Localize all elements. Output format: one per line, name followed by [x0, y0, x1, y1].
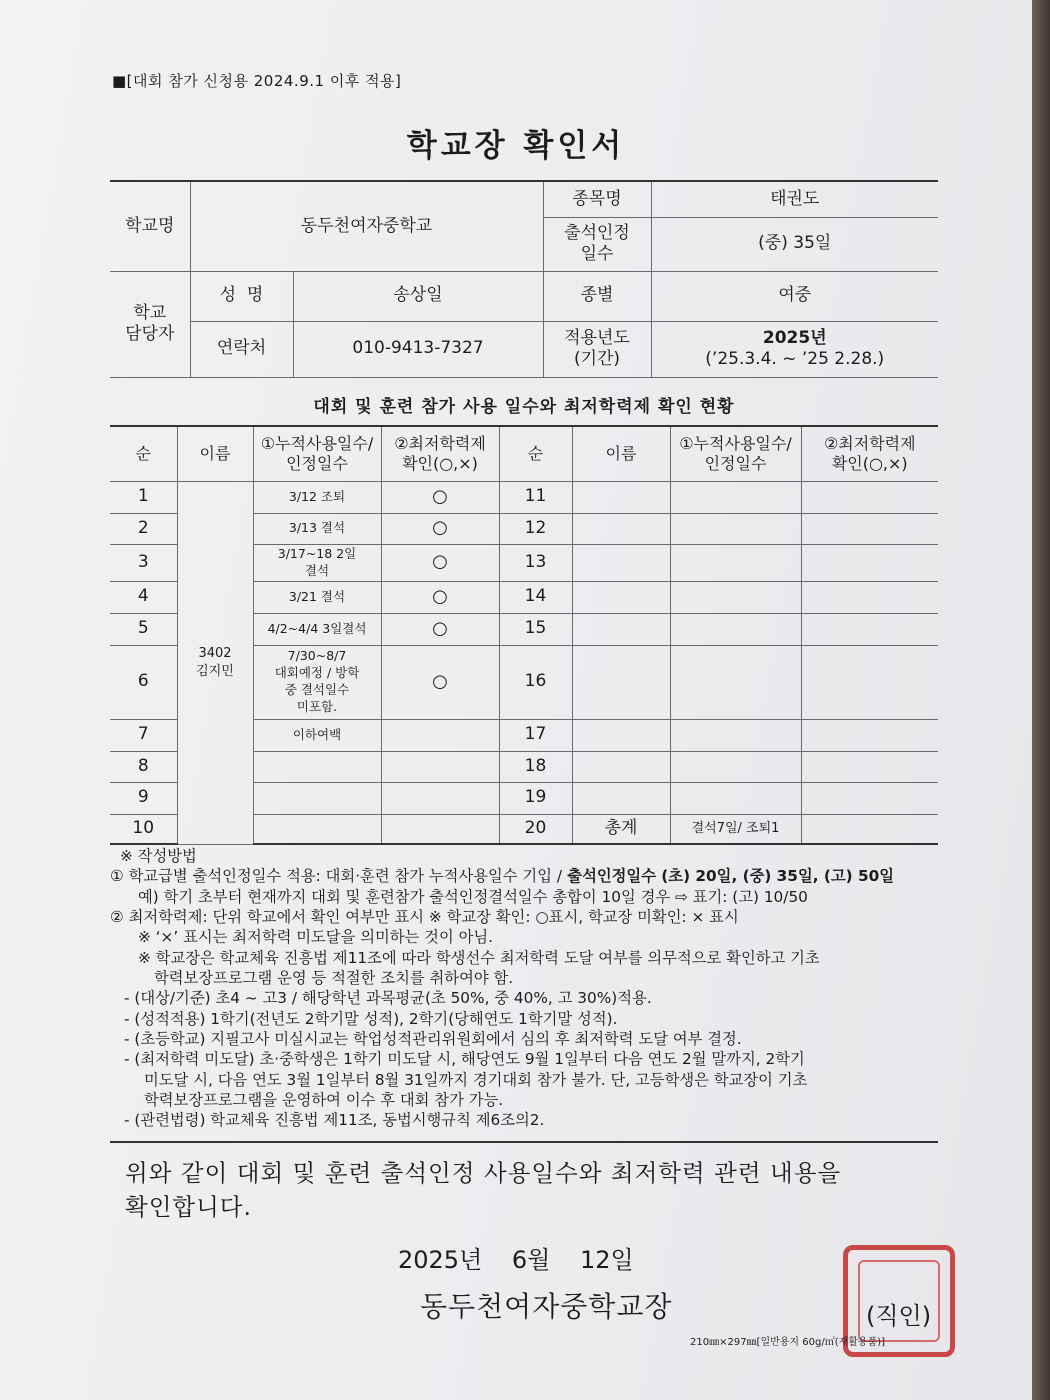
row-check-right [801, 719, 938, 751]
row-name-right [572, 544, 670, 581]
row-days-right [670, 581, 801, 613]
row-no-right: 19 [499, 782, 572, 814]
row-days: 3/17~18 2일 결석 [253, 544, 381, 581]
total-check [801, 814, 938, 844]
row-no-right: 15 [499, 613, 572, 645]
row-days-right [670, 544, 801, 581]
header-check-right: ②최저학력제 확인(○,×) [801, 426, 938, 481]
row-no: 9 [110, 782, 177, 814]
row-check-right [801, 581, 938, 613]
header-check-left: ②최저학력제 확인(○,×) [381, 426, 499, 481]
header-name-right: 이름 [572, 426, 670, 481]
student-name: 3402 김지민 [177, 481, 253, 844]
row-days [253, 751, 381, 782]
row-no: 3 [110, 544, 177, 581]
detail-5: - (관련법령) 학교체육 진흥법 제11조, 동법시행규칙 제6조의2. [124, 1111, 545, 1130]
divider [110, 1141, 938, 1143]
row-days-right [670, 513, 801, 544]
confirmation-line-1: 위와 같이 대회 및 훈련 출석인정 사용일수와 최저학력 관련 내용을 [125, 1159, 842, 1187]
row-no-right: 20 [499, 814, 572, 844]
school-name-label: 학교명 [110, 181, 190, 271]
row-no-right: 14 [499, 581, 572, 613]
detail-2: - (성적적용) 1학기(전년도 2학기말 성적), 2학기(당해연도 1학기말 성적). [124, 1009, 618, 1028]
row-check: ○ [381, 481, 499, 513]
row-days: 3/21 결석 [253, 581, 381, 613]
row-name-right [572, 581, 670, 613]
row-days: 이하여백 [253, 719, 381, 751]
row-days: 3/13 결석 [253, 513, 381, 544]
header-no-right: 순 [499, 426, 572, 481]
contact-value: 010-9413-7327 [293, 321, 543, 377]
note-2: ② 최저학력제: 단위 학교에서 확인 여부만 표시 ※ 학교장 확인: ○표시, 학교장 미확인: × 표시 [110, 908, 739, 927]
notes-heading: ※ 작성방법 [120, 847, 197, 865]
row-check-right [801, 782, 938, 814]
attendance-days-label: 출석인정 일수 [543, 217, 651, 271]
header-name-left: 이름 [177, 426, 253, 481]
detail-4a: - (최저학력 미도달) 초·중학생은 1학기 미도달 시, 해당연도 9월 1일부터 다음 연도 2월 말까지, 2학기 [124, 1050, 805, 1069]
contact-label: 연락처 [190, 321, 293, 377]
row-check: ○ [381, 645, 499, 719]
row-days: 3/12 조퇴 [253, 481, 381, 513]
row-name-right [572, 613, 670, 645]
row-no: 6 [110, 645, 177, 719]
issue-date: 2025년 6월 12일 [398, 1246, 634, 1274]
detail-3: - (초등학교) 지필고사 미실시교는 학업성적관리위원회에서 심의 후 최저학력 도달 여부 결정. [124, 1030, 742, 1049]
row-days-right [670, 481, 801, 513]
row-check [381, 719, 499, 751]
row-check: ○ [381, 513, 499, 544]
year-value: 2025년 [762, 327, 827, 348]
row-check-right [801, 513, 938, 544]
year-cell [651, 321, 938, 377]
gender-label: 종별 [543, 271, 651, 321]
instructions [110, 846, 940, 1131]
row-check: ○ [381, 581, 499, 613]
row-check-right [801, 751, 938, 782]
total-label: 총계 [572, 814, 670, 844]
row-no-right: 16 [499, 645, 572, 719]
row-check-right [801, 645, 938, 719]
event-label: 종목명 [543, 181, 651, 217]
row-days: 4/2~4/4 3일결석 [253, 613, 381, 645]
attendance-days-value: (중) 35일 [651, 217, 938, 271]
school-name-value: 동두천여자중학교 [190, 181, 543, 271]
paper-spec-footer: 210㎜×297㎜[일반용지 60g/㎡(재활용품)] [690, 1337, 886, 1348]
detail-4c: 학력보장프로그램을 운영하여 이수 후 대회 참가 가능. [144, 1091, 504, 1110]
row-no: 5 [110, 613, 177, 645]
row-check-right [801, 613, 938, 645]
detail-1: - (대상/기준) 초4 ~ 고3 / 해당학년 과목평균(초 50%, 중 40%, 고 30%)적용. [124, 989, 652, 1008]
detail-4b: 미도달 시, 다음 연도 3월 1일부터 8월 31일까지 경기대회 참가 불가. 단, 고등학생은 학교장이 기초 [144, 1070, 808, 1089]
row-no: 8 [110, 751, 177, 782]
row-no-right: 11 [499, 481, 572, 513]
staff-name-label: 성 명 [190, 271, 293, 321]
note-1 [110, 866, 940, 886]
row-check [381, 751, 499, 782]
row-check [381, 814, 499, 844]
confirmation-line-2: 확인합니다. [125, 1193, 252, 1222]
row-days [253, 782, 381, 814]
signer-name: 동두천여자중학교장 [420, 1290, 673, 1323]
row-name-right [572, 719, 670, 751]
event-value: 태권도 [651, 181, 938, 217]
row-check: ○ [381, 613, 499, 645]
row-no: 2 [110, 513, 177, 544]
confirmation-text [125, 1156, 945, 1224]
row-days-right [670, 719, 801, 751]
school-info-table [110, 180, 938, 378]
row-name-right [572, 645, 670, 719]
year-label: 적용년도 (기간) [543, 321, 651, 377]
row-days-right [670, 645, 801, 719]
seal-mark: (직인) [866, 1302, 932, 1330]
section-title: 대회 및 훈련 참가 사용 일수와 최저학력제 확인 현황 [313, 397, 735, 417]
row-check [381, 782, 499, 814]
row-no: 4 [110, 581, 177, 613]
header-days-left: ①누적사용일수/ 인정일수 [253, 426, 381, 481]
row-days-right [670, 751, 801, 782]
page-title: 학교장 확인서 [406, 128, 626, 164]
total-value: 결석7일/ 조퇴1 [670, 814, 801, 844]
row-no-right: 12 [499, 513, 572, 544]
staff-label: 학교 담당자 [110, 271, 190, 377]
participation-table [110, 425, 938, 845]
row-check-right [801, 544, 938, 581]
desk-background [1032, 0, 1050, 1400]
row-days-right [670, 782, 801, 814]
row-name-right [572, 782, 670, 814]
note-3: ※ ‘×’ 표시는 최저학력 미도달을 의미하는 것이 아님. [138, 928, 494, 947]
year-period: (’25.3.4. ~ ’25 2.28.) [705, 349, 885, 369]
row-no: 7 [110, 719, 177, 751]
header-no-left: 순 [110, 426, 177, 481]
row-name-right [572, 751, 670, 782]
gender-value: 여중 [651, 271, 938, 321]
row-no-right: 18 [499, 751, 572, 782]
staff-name-value: 송상일 [293, 271, 543, 321]
note-1-bold: 출석인정일수 (초) 20일, (중) 35일, (고) 50일 [561, 867, 895, 886]
row-days-right [670, 613, 801, 645]
note-1-text: ① 학교급별 출석인정일수 적용: 대회·훈련 참가 누적사용일수 기입 / [110, 867, 562, 886]
row-name-right [572, 481, 670, 513]
row-no-right: 13 [499, 544, 572, 581]
note-1-example: 예) 학기 초부터 현재까지 대회 및 훈련참가 출석인정결석일수 총합이 10일 경우 ⇨ 표기: (고) 10/50 [138, 887, 808, 906]
row-no: 10 [110, 814, 177, 844]
row-days: 7/30~8/7 대회예정 / 방학 중 결석일수 미포함. [253, 645, 381, 719]
row-no: 1 [110, 481, 177, 513]
note-4a: ※ 학교장은 학교체육 진흥법 제11조에 따라 학생선수 최저학력 도달 여부를 의무적으로 확인하고 기초 [138, 948, 820, 967]
row-check: ○ [381, 544, 499, 581]
row-check-right [801, 481, 938, 513]
row-no-right: 17 [499, 719, 572, 751]
row-name-right [572, 513, 670, 544]
note-4b: 학력보장프로그램 운영 등 적절한 조치를 취하여야 함. [154, 969, 514, 988]
row-days [253, 814, 381, 844]
form-header-note: ■[대회 참가 신청용 2024.9.1 이후 적용] [112, 72, 402, 90]
header-days-right: ①누적사용일수/ 인정일수 [670, 426, 801, 481]
